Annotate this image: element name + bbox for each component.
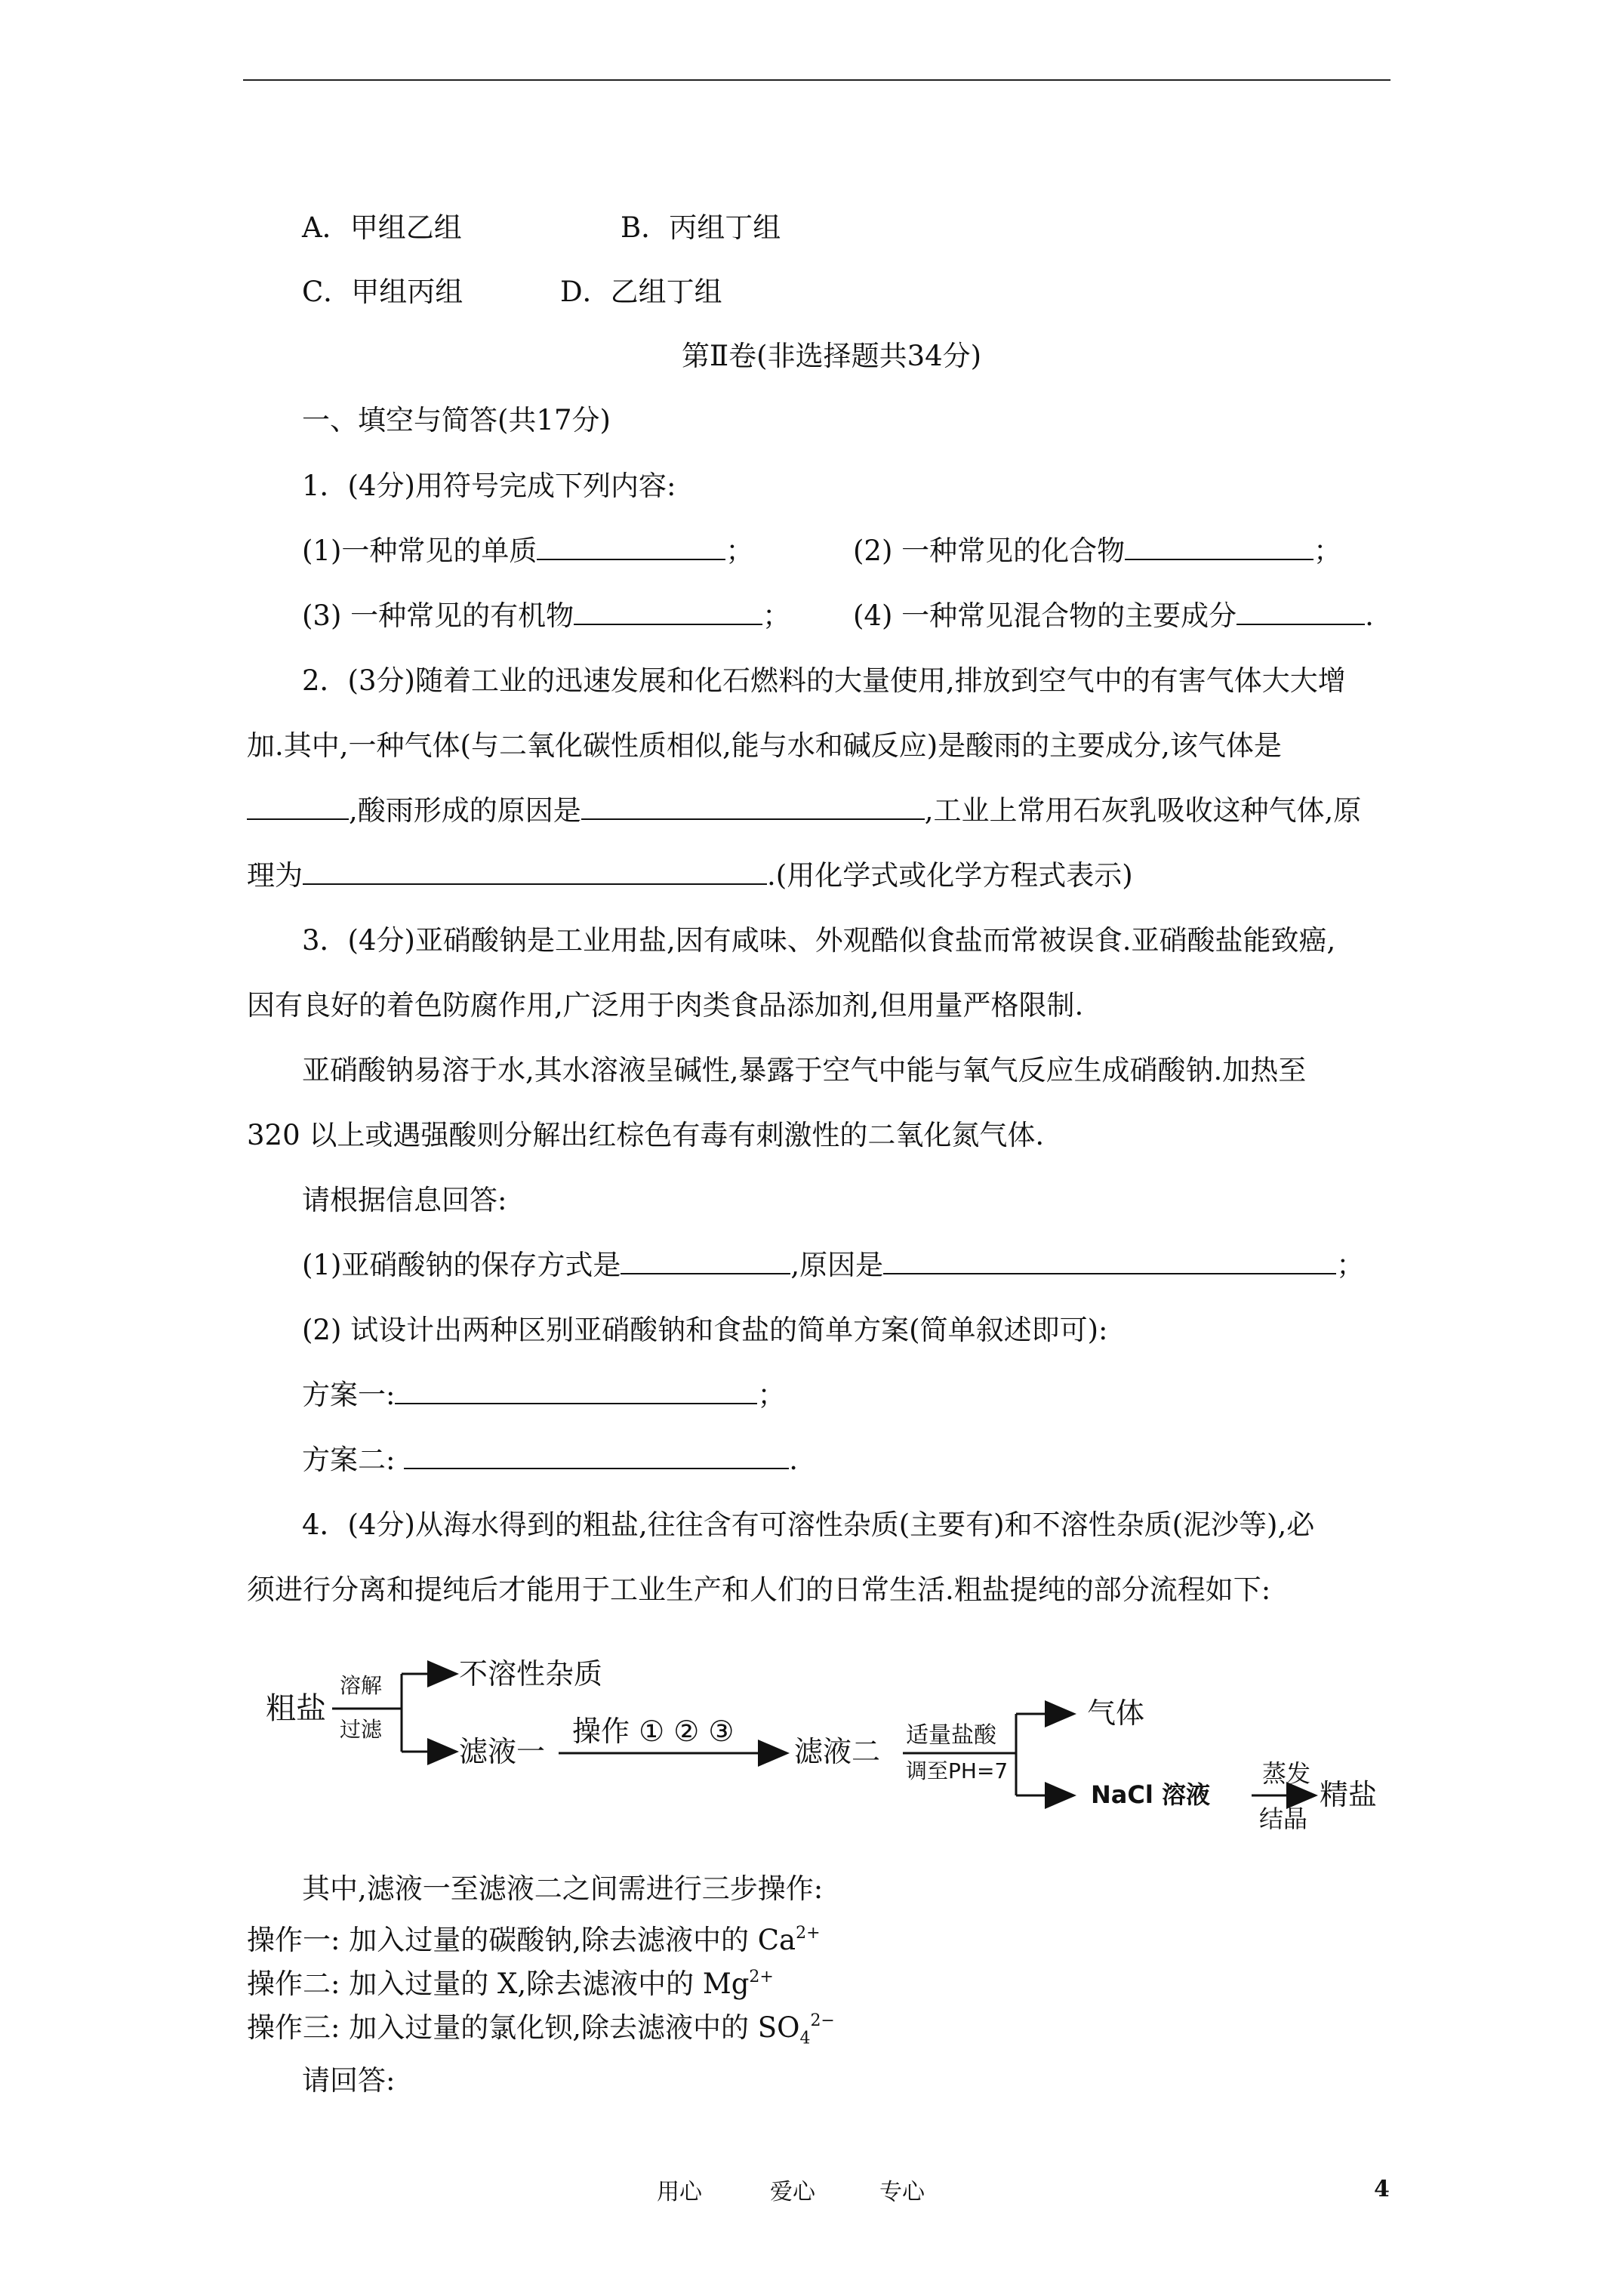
answer-blank[interactable] — [1125, 536, 1313, 560]
flow-gas: 气体 — [1087, 1697, 1145, 1730]
answer-blank[interactable] — [247, 796, 349, 820]
flow-refined-salt: 精盐 — [1320, 1778, 1378, 1811]
answer-blank[interactable] — [537, 536, 725, 560]
option-a: A．甲组乙组 — [302, 211, 462, 244]
q1-item4: (4) 一种常见混合物的主要成分 . — [853, 599, 1374, 632]
flow-filtrate2: 滤液二 — [794, 1735, 881, 1768]
option-c: C．甲组丙组 — [302, 276, 463, 308]
flow-crystallize: 结晶 — [1259, 1804, 1308, 1833]
q4-line1: 4．(4分)从海水得到的粗盐,往往含有可溶性杂质(主要有)和不溶性杂质(泥沙等),必 — [302, 1509, 1315, 1541]
answer-blank[interactable] — [303, 861, 767, 885]
flow-insoluble: 不溶性杂质 — [459, 1657, 603, 1690]
flow-operation: 操作 ① ② ③ — [572, 1715, 735, 1748]
flow-dissolve: 溶解 — [340, 1673, 383, 1698]
q2-line4: 理为 .(用化学式或化学方程式表示) — [247, 859, 1133, 892]
option-b: B．丙组丁组 — [621, 211, 781, 244]
q3-sub2: (2) 试设计出两种区别亚硝酸钠和食盐的简单方案(简单叙述即可): — [302, 1314, 1108, 1346]
step-op3: 操作三: 加入过量的氯化钡,除去滤液中的 $SO_4^{2-}$ — [247, 2011, 835, 2048]
flow-ph: 调至PH=7 — [906, 1758, 1009, 1783]
answer-blank[interactable] — [581, 796, 925, 820]
header-rule — [243, 79, 1390, 81]
q2-line3: ,酸雨形成的原因是 ,工业上常用石灰乳吸收这种气体,原 — [247, 794, 1361, 827]
part-one-heading: 一、填空与简答(共17分) — [302, 404, 611, 436]
answer-blank[interactable] — [1236, 601, 1365, 625]
q3-line1: 3．(4分)亚硝酸钠是工业用盐,因有咸味、外观酷似食盐而常被误食.亚硝酸盐能致癌, — [302, 924, 1336, 957]
step-op1: 操作一: 加入过量的碳酸钠,除去滤液中的 $Ca^{2+}$ — [247, 1923, 821, 1956]
q1-item3: (3) 一种常见的有机物 ； — [302, 599, 791, 632]
q3-plan2: 方案二: . — [302, 1444, 798, 1476]
flow-nacl: NaCl 溶液 — [1091, 1780, 1210, 1809]
answer-blank[interactable] — [621, 1250, 790, 1274]
answer-blank[interactable] — [574, 601, 762, 625]
answer-blank[interactable] — [883, 1250, 1336, 1274]
q3-line3: 亚硝酸钠易溶于水,其水溶液呈碱性,暴露于空气中能与氧气反应生成硝酸钠.加热至 — [302, 1054, 1307, 1086]
flow-evaporate: 蒸发 — [1262, 1759, 1311, 1788]
q2-line1: 2．(3分)随着工业的迅速发展和化石燃料的大量使用,排放到空气中的有害气体大大增 — [302, 664, 1346, 697]
q3-line5: 请根据信息回答: — [302, 1184, 507, 1216]
q1-item1: (1)一种常见的单质 ； — [302, 535, 754, 567]
flow-crude-salt: 粗盐 — [266, 1691, 326, 1726]
option-d: D．乙组丁组 — [560, 276, 722, 308]
footer-word-3: 专心 — [879, 2179, 925, 2205]
footer-word-1: 用心 — [657, 2179, 702, 2205]
q3-line4: 320 以上或遇强酸则分解出红棕色有毒有刺激性的二氧化氮气体. — [247, 1119, 1045, 1151]
q3-sub1: (1)亚硝酸钠的保存方式是 ,原因是 ； — [302, 1249, 1365, 1281]
answer-blank[interactable] — [395, 1380, 757, 1404]
q3-plan1: 方案一: ； — [302, 1379, 786, 1411]
page-number: 4 — [1374, 2176, 1390, 2202]
footer-word-2: 爱心 — [770, 2179, 815, 2205]
salt-purification-flowchart — [257, 1638, 1404, 1865]
flow-filtrate1: 滤液一 — [459, 1735, 546, 1768]
answer-blank[interactable] — [404, 1445, 789, 1469]
answer-prompt: 请回答: — [302, 2064, 396, 2097]
flow-acid: 适量盐酸 — [906, 1722, 996, 1749]
step-op2: 操作二: 加入过量的 X,除去滤液中的 $Mg^{2+}$ — [247, 1967, 774, 2000]
flow-filter: 过滤 — [340, 1717, 383, 1742]
q4-line2: 须进行分离和提纯后才能用于工业生产和人们的日常生活.粗盐提纯的部分流程如下: — [247, 1573, 1271, 1606]
q1-stem: 1．(4分)用符号完成下列内容: — [302, 470, 676, 502]
q3-line2: 因有良好的着色防腐作用,广泛用于肉类食品添加剂,但用量严格限制. — [247, 989, 1084, 1022]
q1-item2: (2) 一种常见的化合物 ； — [853, 535, 1342, 567]
steps-intro: 其中,滤液一至滤液二之间需进行三步操作: — [302, 1872, 824, 1905]
q2-line2: 加.其中,一种气体(与二氧化碳性质相似,能与水和碱反应)是酸雨的主要成分,该气体是 — [247, 729, 1282, 762]
section-title: 第Ⅱ卷(非选择题共34分) — [682, 340, 982, 372]
